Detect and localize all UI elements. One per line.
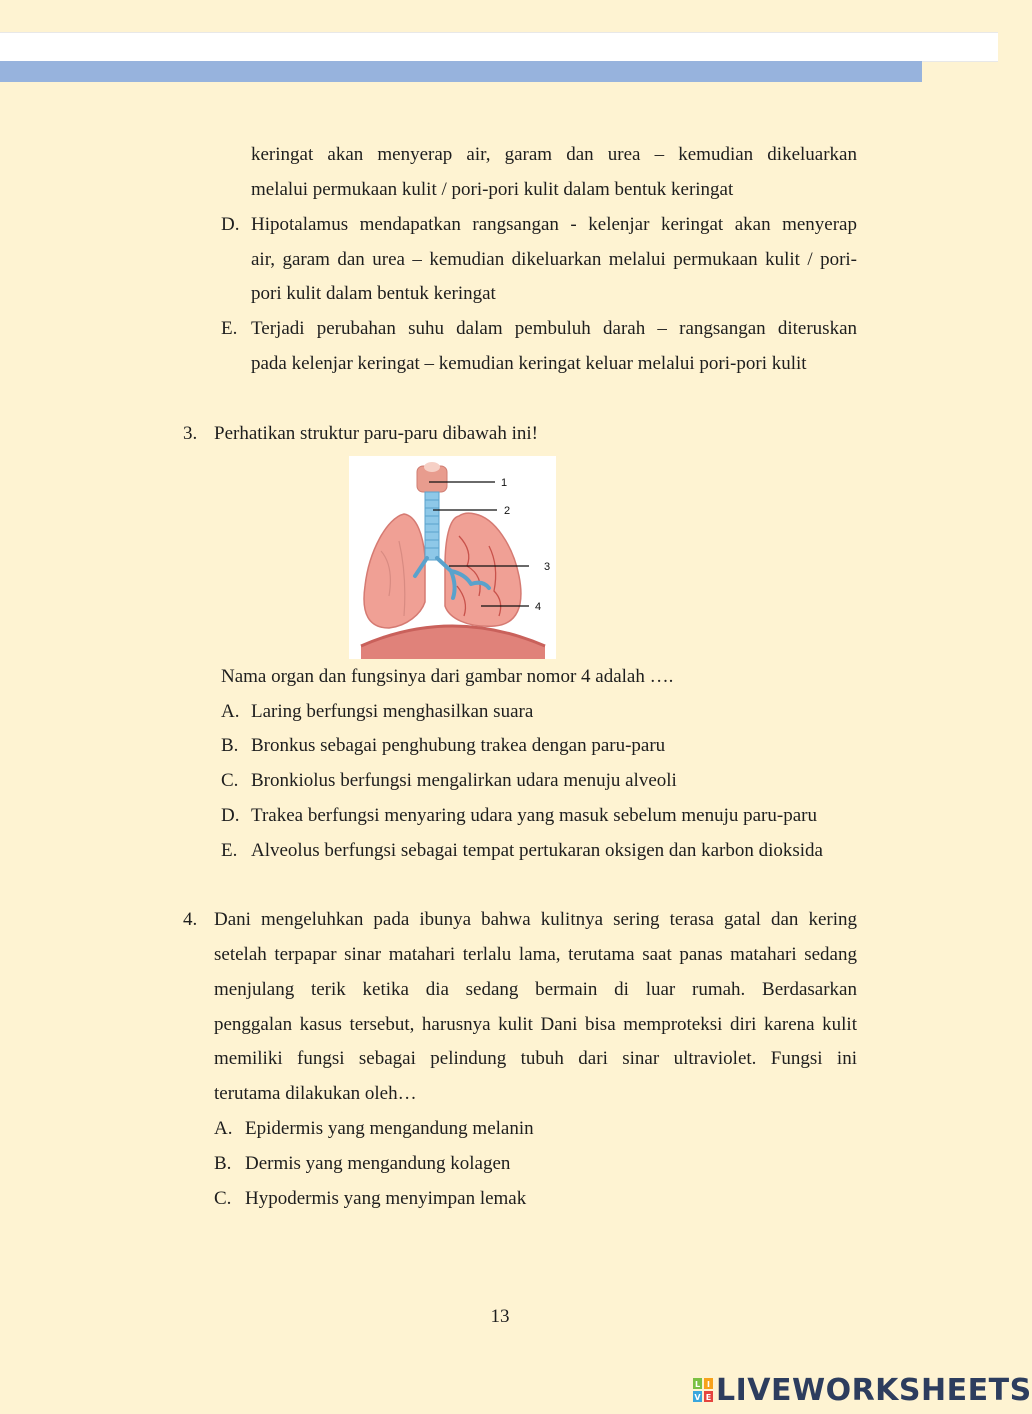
q2-option-d-line3: pori kulit dalam bentuk keringat: [251, 283, 496, 304]
q4-option-c[interactable]: Hypodermis yang menyimpan lemak: [245, 1188, 527, 1209]
left-lung-shape: [364, 514, 425, 628]
q4-line6: terutama dilakukan oleh…: [214, 1083, 417, 1104]
figure-label-2: 2: [504, 505, 511, 517]
q4-line2: setelah terpapar sinar matahari terlalu lama, terutama saat panas matahari sedang: [214, 944, 857, 965]
q4-line4: penggalan kasus tersebut, harusnya kulit Dani bisa memproteksi diri karena kulit: [214, 1014, 857, 1035]
logo-cube-icon: [692, 1377, 714, 1403]
q3-prompt: Perhatikan struktur paru-paru dibawah ini!: [214, 423, 538, 444]
q2-option-c-line2: melalui permukaan kulit / pori-pori kulit dalam bentuk keringat: [251, 179, 734, 200]
page-number: 13: [490, 1306, 510, 1327]
q2-option-d-line2: air, garam dan urea – kemudian dikeluarkan melalui permukaan kulit / pori-: [251, 249, 857, 270]
q3-option-d[interactable]: Trakea berfungsi menyaring udara yang masuk sebelum menuju paru-paru: [251, 805, 817, 826]
header-blue-band: [0, 61, 922, 82]
q2-option-e-letter: E.: [221, 318, 238, 339]
q2-option-c-line1: keringat akan menyerap air, garam dan urea – kemudian dikeluarkan: [251, 144, 857, 165]
q2-option-e-line1: Terjadi perubahan suhu dalam pembuluh darah – rangsangan diteruskan: [251, 318, 857, 339]
logo-cube-letter-v: V: [694, 1393, 701, 1402]
liveworksheets-logo: [692, 1370, 1032, 1410]
diaphragm-shape: [361, 625, 545, 659]
q3-option-b[interactable]: Bronkus sebagai penghubung trakea dengan paru-paru: [251, 735, 666, 756]
figure-label-4: 4: [535, 601, 542, 613]
logo-text: LIVEWORKSHEETS: [716, 1372, 1032, 1408]
q3-option-e[interactable]: Alveolus berfungsi sebagai tempat pertukaran oksigen dan karbon dioksida: [251, 840, 823, 861]
q4-line5: memiliki fungsi sebagai pelindung tubuh dari sinar ultraviolet. Fungsi ini: [214, 1048, 857, 1069]
lung-structure-figure: [349, 456, 556, 659]
q4-line3: menjulang terik ketika dia sedang bermain di luar rumah. Berdasarkan: [214, 979, 857, 1000]
q4-line1: Dani mengeluhkan pada ibunya bahwa kulitnya sering terasa gatal dan kering: [214, 909, 857, 930]
q3-option-e-letter: E.: [221, 840, 238, 861]
q4-option-a[interactable]: Epidermis yang mengandung melanin: [245, 1118, 534, 1139]
q4-option-c-letter: C.: [214, 1188, 232, 1209]
q4-number: 4.: [183, 909, 198, 930]
q2-option-d-line1: Hipotalamus mendapatkan rangsangan - kelenjar keringat akan menyerap: [251, 214, 857, 235]
logo-cube-letter-l: L: [694, 1380, 701, 1389]
q3-option-a[interactable]: Laring berfungsi menghasilkan suara: [251, 701, 534, 722]
q3-option-d-letter: D.: [221, 805, 240, 826]
right-lung-shape: [445, 513, 521, 626]
figure-label-3: 3: [544, 561, 551, 573]
q3-option-b-letter: B.: [221, 735, 239, 756]
q4-option-b-letter: B.: [214, 1153, 232, 1174]
figure-label-1: 1: [501, 477, 508, 489]
q3-stem: Nama organ dan fungsinya dari gambar nomor 4 adalah ….: [221, 666, 674, 687]
q2-option-d-letter: D.: [221, 214, 240, 235]
q4-option-b[interactable]: Dermis yang mengandung kolagen: [245, 1153, 511, 1174]
q4-option-a-letter: A.: [214, 1118, 233, 1139]
q3-option-c[interactable]: Bronkiolus berfungsi mengalirkan udara menuju alveoli: [251, 770, 677, 791]
header-white-band: [0, 32, 998, 62]
q2-option-e-line2: pada kelenjar keringat – kemudian keringat keluar melalui pori-pori kulit: [251, 353, 807, 374]
q3-option-a-letter: A.: [221, 701, 240, 722]
logo-cube-letter-e: E: [705, 1393, 712, 1402]
trachea-shape: [425, 492, 439, 560]
logo-cube-letter-i: I: [707, 1380, 710, 1389]
q3-number: 3.: [183, 423, 198, 444]
q3-option-c-letter: C.: [221, 770, 239, 791]
